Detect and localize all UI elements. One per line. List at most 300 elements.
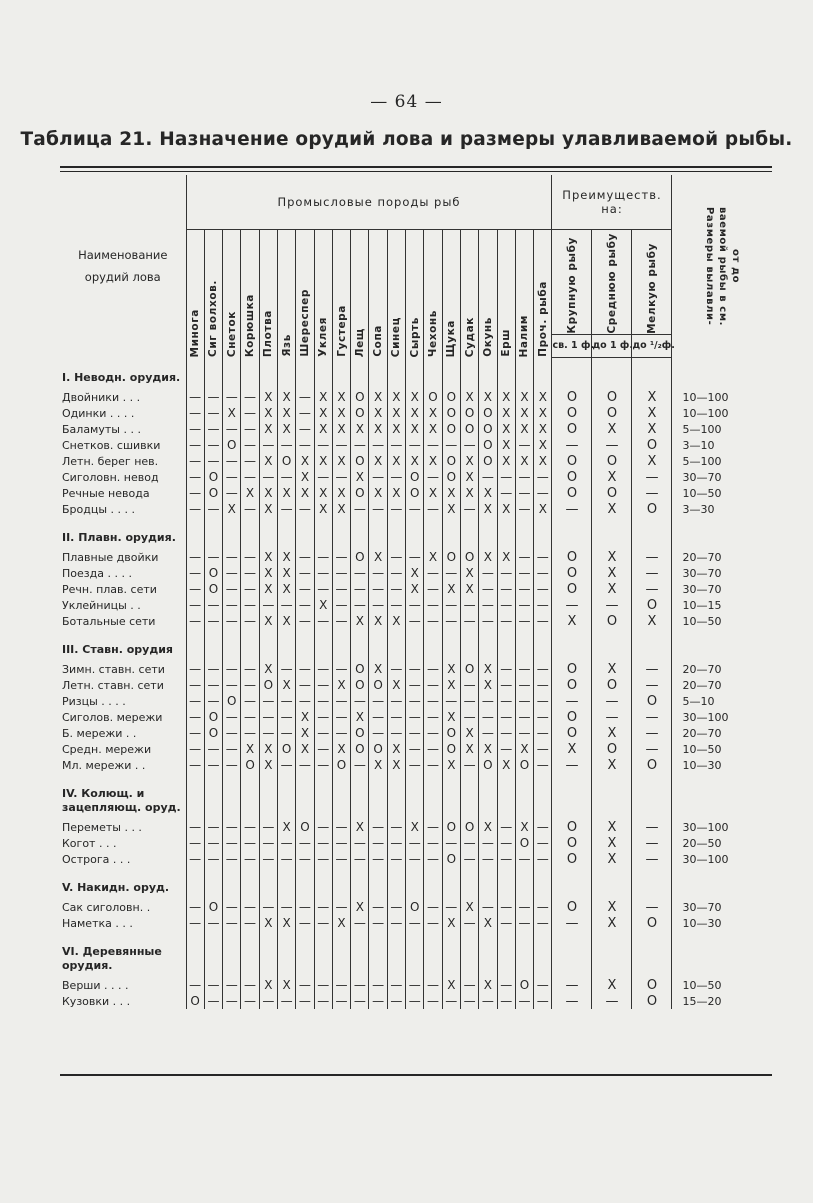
- fish-mark: —: [277, 693, 295, 709]
- empty-cell: [442, 931, 460, 977]
- fish-mark: X: [460, 725, 478, 741]
- fish-mark: —: [442, 565, 460, 581]
- fish-mark: —: [387, 835, 405, 851]
- fish-mark: X: [534, 421, 552, 437]
- fish-mark: —: [460, 693, 478, 709]
- advantage-mark: O: [552, 565, 592, 581]
- fish-mark: —: [424, 661, 442, 677]
- fish-mark: —: [314, 661, 332, 677]
- empty-cell: [332, 357, 350, 389]
- fish-mark: X: [277, 389, 295, 405]
- advantage-mark: —: [632, 469, 672, 485]
- advantage-mark: X: [592, 977, 632, 993]
- empty-cell: [186, 867, 204, 899]
- fish-mark: —: [534, 819, 552, 835]
- table-row: [60, 469, 772, 485]
- empty-cell: [204, 629, 222, 661]
- fish-mark: X: [351, 469, 369, 485]
- empty-cell: [351, 517, 369, 549]
- fish-mark: —: [277, 709, 295, 725]
- empty-cell: [387, 629, 405, 661]
- advantage-mark: —: [552, 597, 592, 613]
- fish-mark: O: [351, 725, 369, 741]
- fish-mark: —: [241, 581, 259, 597]
- advantage-mark: O: [552, 389, 592, 405]
- fish-mark: X: [479, 661, 497, 677]
- empty-cell: [424, 357, 442, 389]
- fish-mark: X: [406, 581, 424, 597]
- advantage-mark: O: [552, 661, 592, 677]
- fish-mark: —: [387, 565, 405, 581]
- fish-header: [460, 230, 478, 358]
- empty-cell: [186, 357, 204, 389]
- fish-mark: —: [296, 915, 314, 931]
- table-row: [60, 661, 772, 677]
- fish-mark: —: [314, 677, 332, 693]
- fish-mark: —: [442, 613, 460, 629]
- fish-mark: —: [460, 851, 478, 867]
- fish-mark: X: [442, 485, 460, 501]
- fish-header: [351, 230, 369, 358]
- fish-mark: X: [259, 501, 277, 517]
- advantage-mark: —: [592, 993, 632, 1009]
- empty-cell: [534, 931, 552, 977]
- gear-name: Летн. берег нев.: [62, 454, 159, 468]
- fish-mark: —: [424, 581, 442, 597]
- fish-header-label: Густера: [335, 305, 348, 358]
- fish-mark: X: [296, 453, 314, 469]
- fish-mark: —: [534, 993, 552, 1009]
- fish-mark: —: [241, 693, 259, 709]
- fish-mark: X: [314, 389, 332, 405]
- fish-mark: —: [497, 977, 515, 993]
- fish-mark: —: [534, 899, 552, 915]
- fish-mark: —: [314, 725, 332, 741]
- fish-mark: —: [515, 915, 533, 931]
- fish-mark: X: [296, 725, 314, 741]
- top-rule: [60, 166, 772, 168]
- fish-mark: —: [332, 581, 350, 597]
- table-row: [60, 405, 772, 421]
- advantage-mark: —: [592, 693, 632, 709]
- fish-mark: —: [424, 501, 442, 517]
- empty-cell: [277, 931, 295, 977]
- fish-mark: —: [497, 915, 515, 931]
- fish-mark: O: [351, 677, 369, 693]
- fish-mark: X: [534, 501, 552, 517]
- fish-mark: —: [314, 835, 332, 851]
- fish-mark: —: [241, 819, 259, 835]
- fish-mark: —: [241, 613, 259, 629]
- fish-mark: —: [406, 977, 424, 993]
- fish-mark: —: [241, 389, 259, 405]
- fish-mark: —: [534, 469, 552, 485]
- size-range: 5—100: [672, 453, 772, 469]
- fish-header-label: Проч. рыба: [536, 281, 549, 358]
- fish-mark: X: [424, 453, 442, 469]
- fish-header: [241, 230, 259, 358]
- empty-cell: [314, 517, 332, 549]
- empty-cell: [460, 517, 478, 549]
- fish-mark: —: [332, 725, 350, 741]
- fish-mark: —: [259, 437, 277, 453]
- advantage-mark: O: [552, 469, 592, 485]
- advantage-mark: —: [632, 819, 672, 835]
- fish-mark: —: [277, 899, 295, 915]
- advantage-mark: X: [592, 549, 632, 565]
- fish-mark: —: [277, 437, 295, 453]
- fish-mark: X: [369, 661, 387, 677]
- table-row: [60, 597, 772, 613]
- fish-mark: —: [296, 661, 314, 677]
- advantage-mark: O: [632, 693, 672, 709]
- fish-mark: —: [424, 437, 442, 453]
- fish-mark: —: [424, 757, 442, 773]
- empty-cell: [424, 931, 442, 977]
- empty-cell: [479, 629, 497, 661]
- fish-mark: —: [241, 661, 259, 677]
- fish-mark: O: [351, 741, 369, 757]
- fish-mark: —: [424, 993, 442, 1009]
- fish-mark: X: [369, 421, 387, 437]
- advantage-mark: O: [552, 485, 592, 501]
- fish-mark: —: [424, 835, 442, 851]
- fish-mark: —: [387, 437, 405, 453]
- fish-mark: O: [186, 993, 204, 1009]
- empty-cell: [552, 629, 592, 661]
- fish-mark: —: [277, 993, 295, 1009]
- fish-mark: —: [497, 851, 515, 867]
- fish-mark: X: [277, 421, 295, 437]
- empty-cell: [672, 357, 772, 389]
- advantage-mark: O: [632, 993, 672, 1009]
- fish-mark: X: [314, 421, 332, 437]
- fish-mark: X: [460, 453, 478, 469]
- fish-mark: —: [204, 741, 222, 757]
- fish-mark: X: [259, 757, 277, 773]
- fish-mark: —: [369, 819, 387, 835]
- fish-mark: —: [424, 677, 442, 693]
- empty-cell: [369, 629, 387, 661]
- fish-mark: X: [406, 453, 424, 469]
- advantage-mark: X: [592, 757, 632, 773]
- fish-mark: —: [223, 977, 241, 993]
- fish-header: [515, 230, 533, 358]
- fish-mark: X: [515, 389, 533, 405]
- fish-mark: —: [204, 549, 222, 565]
- fish-mark: —: [497, 993, 515, 1009]
- fish-mark: X: [332, 485, 350, 501]
- empty-cell: [296, 773, 314, 819]
- gear-name: Средн. мережи: [62, 742, 152, 756]
- fish-mark: X: [314, 405, 332, 421]
- fish-mark: —: [296, 581, 314, 597]
- fish-mark: —: [497, 899, 515, 915]
- table-row: [60, 835, 772, 851]
- advantage-mark: X: [592, 835, 632, 851]
- section-header-row: [60, 357, 772, 389]
- fish-header: [314, 230, 332, 358]
- fish-mark: —: [424, 899, 442, 915]
- empty-cell: [534, 629, 552, 661]
- empty-cell: [186, 931, 204, 977]
- fish-mark: —: [460, 977, 478, 993]
- fish-mark: —: [296, 597, 314, 613]
- fish-mark: O: [351, 549, 369, 565]
- fish-mark: —: [314, 581, 332, 597]
- fish-mark: X: [387, 405, 405, 421]
- fish-mark: —: [424, 597, 442, 613]
- fish-mark: —: [259, 693, 277, 709]
- fish-mark: —: [277, 835, 295, 851]
- fish-mark: O: [442, 851, 460, 867]
- fish-mark: —: [314, 993, 332, 1009]
- fish-mark: —: [314, 741, 332, 757]
- fish-header: [204, 230, 222, 358]
- fish-mark: —: [479, 851, 497, 867]
- fish-mark: X: [387, 613, 405, 629]
- empty-cell: [515, 517, 533, 549]
- fish-mark: X: [442, 677, 460, 693]
- table-row: [60, 915, 772, 931]
- fish-mark: —: [296, 757, 314, 773]
- fish-mark: X: [241, 741, 259, 757]
- fish-mark: —: [296, 389, 314, 405]
- fish-mark: —: [223, 741, 241, 757]
- page-number: — 64 —: [370, 92, 443, 112]
- fish-header-label: Синец: [390, 316, 403, 358]
- fish-mark: —: [406, 835, 424, 851]
- table-row: [60, 741, 772, 757]
- fish-mark: —: [369, 581, 387, 597]
- fish-mark: —: [332, 469, 350, 485]
- fish-mark: —: [534, 709, 552, 725]
- fish-mark: X: [332, 915, 350, 931]
- empty-cell: [442, 867, 460, 899]
- fish-mark: —: [406, 437, 424, 453]
- size-range: 3—10: [672, 437, 772, 453]
- table-row: [60, 421, 772, 437]
- fish-mark: —: [534, 741, 552, 757]
- fish-mark: X: [534, 389, 552, 405]
- fish-mark: X: [479, 389, 497, 405]
- empty-cell: [241, 629, 259, 661]
- fish-mark: —: [387, 501, 405, 517]
- section-header-row: [60, 773, 772, 819]
- fish-mark: X: [424, 405, 442, 421]
- fish-mark: X: [314, 501, 332, 517]
- fish-mark: —: [351, 977, 369, 993]
- gear-name: Когот . . .: [62, 836, 117, 850]
- fish-mark: —: [387, 725, 405, 741]
- fish-mark: —: [296, 405, 314, 421]
- fish-mark: —: [223, 757, 241, 773]
- fish-mark: —: [223, 835, 241, 851]
- fish-mark: —: [223, 469, 241, 485]
- fish-mark: —: [406, 757, 424, 773]
- size-range: 10—100: [672, 405, 772, 421]
- fish-mark: X: [277, 677, 295, 693]
- advantage-mark: —: [632, 741, 672, 757]
- fish-mark: X: [479, 819, 497, 835]
- fish-mark: X: [369, 485, 387, 501]
- fish-mark: —: [204, 453, 222, 469]
- size-range: 15—20: [672, 993, 772, 1009]
- table-row: [60, 501, 772, 517]
- fish-mark: —: [332, 709, 350, 725]
- fish-mark: —: [314, 613, 332, 629]
- fish-mark: —: [515, 851, 533, 867]
- fish-mark: —: [424, 469, 442, 485]
- fish-mark: —: [241, 549, 259, 565]
- table-row: [60, 693, 772, 709]
- fish-mark: —: [332, 977, 350, 993]
- fish-mark: X: [369, 453, 387, 469]
- fish-mark: —: [223, 581, 241, 597]
- fish-mark: —: [277, 469, 295, 485]
- advantage-mark: O: [552, 709, 592, 725]
- fish-mark: —: [515, 581, 533, 597]
- fish-mark: X: [515, 405, 533, 421]
- fish-mark: —: [204, 661, 222, 677]
- fish-mark: X: [277, 581, 295, 597]
- fish-mark: X: [515, 421, 533, 437]
- fish-mark: —: [442, 693, 460, 709]
- fish-header-label: Сырть: [408, 316, 421, 358]
- fish-mark: X: [369, 389, 387, 405]
- fish-mark: X: [479, 977, 497, 993]
- fish-mark: X: [351, 421, 369, 437]
- fish-mark: X: [259, 915, 277, 931]
- table-row: [60, 851, 772, 867]
- section-header-row: [60, 517, 772, 549]
- fish-mark: O: [442, 469, 460, 485]
- fish-mark: —: [515, 597, 533, 613]
- empty-cell: [332, 867, 350, 899]
- gear-name: Наметка . . .: [62, 916, 133, 930]
- fish-mark: —: [442, 899, 460, 915]
- advantage-header: [552, 230, 592, 335]
- fish-mark: —: [351, 437, 369, 453]
- fish-mark: —: [515, 677, 533, 693]
- empty-cell: [387, 931, 405, 977]
- empty-cell: [369, 931, 387, 977]
- fish-header: [296, 230, 314, 358]
- fish-mark: —: [369, 993, 387, 1009]
- fish-mark: —: [406, 549, 424, 565]
- advantage-mark: —: [552, 915, 592, 931]
- fish-mark: —: [204, 613, 222, 629]
- fish-mark: X: [479, 677, 497, 693]
- fish-mark: O: [351, 389, 369, 405]
- fish-mark: O: [332, 757, 350, 773]
- fish-mark: X: [332, 389, 350, 405]
- fish-mark: —: [204, 437, 222, 453]
- fish-mark: —: [204, 597, 222, 613]
- advantage-mark: —: [632, 485, 672, 501]
- fish-mark: X: [223, 405, 241, 421]
- fish-mark: —: [424, 851, 442, 867]
- fish-mark: O: [204, 565, 222, 581]
- fish-mark: —: [186, 453, 204, 469]
- fish-mark: —: [332, 899, 350, 915]
- fish-mark: O: [479, 757, 497, 773]
- fish-mark: —: [296, 899, 314, 915]
- fish-mark: —: [351, 915, 369, 931]
- gear-name: Бродцы . . . .: [62, 502, 136, 516]
- fish-mark: X: [314, 453, 332, 469]
- fish-mark: X: [442, 757, 460, 773]
- fish-mark: —: [332, 613, 350, 629]
- fish-mark: X: [259, 613, 277, 629]
- table-row: [60, 977, 772, 993]
- fish-mark: —: [387, 993, 405, 1009]
- fish-mark: —: [186, 581, 204, 597]
- fish-mark: O: [442, 453, 460, 469]
- size-range: 10—30: [672, 757, 772, 773]
- empty-cell: [351, 357, 369, 389]
- fish-mark: X: [259, 405, 277, 421]
- table-row: [60, 725, 772, 741]
- fish-mark: —: [351, 565, 369, 581]
- fish-mark: —: [186, 851, 204, 867]
- table-row: [60, 549, 772, 565]
- fish-mark: X: [387, 741, 405, 757]
- fish-header-label: Ерш: [500, 329, 513, 358]
- size-range: 10—100: [672, 389, 772, 405]
- fish-mark: O: [460, 421, 478, 437]
- empty-cell: [592, 867, 632, 899]
- empty-cell: [534, 867, 552, 899]
- fish-mark: O: [204, 485, 222, 501]
- empty-cell: [442, 357, 460, 389]
- fish-mark: —: [497, 693, 515, 709]
- fish-mark: —: [497, 709, 515, 725]
- fish-mark: —: [351, 851, 369, 867]
- fish-mark: —: [241, 453, 259, 469]
- empty-cell: [534, 357, 552, 389]
- fish-mark: —: [497, 485, 515, 501]
- advantage-mark: X: [592, 469, 632, 485]
- fish-header-label: Сопа: [372, 325, 385, 358]
- empty-cell: [369, 357, 387, 389]
- empty-cell: [497, 517, 515, 549]
- fish-mark: —: [351, 501, 369, 517]
- empty-cell: [369, 773, 387, 819]
- empty-cell: [497, 867, 515, 899]
- fish-mark: —: [223, 677, 241, 693]
- gear-name: Двойники . . .: [62, 390, 141, 404]
- fish-mark: O: [406, 899, 424, 915]
- fish-mark: —: [460, 757, 478, 773]
- size-range: 20—50: [672, 835, 772, 851]
- empty-cell: [332, 773, 350, 819]
- empty-cell: [296, 357, 314, 389]
- fish-mark: —: [204, 389, 222, 405]
- empty-cell: [223, 517, 241, 549]
- size-column-header: [672, 175, 772, 357]
- empty-cell: [534, 517, 552, 549]
- fish-header: [442, 230, 460, 358]
- fish-mark: X: [387, 421, 405, 437]
- fish-mark: —: [442, 597, 460, 613]
- fish-mark: —: [204, 851, 222, 867]
- empty-cell: [314, 357, 332, 389]
- empty-cell: [241, 517, 259, 549]
- gear-name: Кузовки . . .: [62, 994, 131, 1008]
- advantage-header: [592, 230, 632, 335]
- fish-mark: —: [223, 851, 241, 867]
